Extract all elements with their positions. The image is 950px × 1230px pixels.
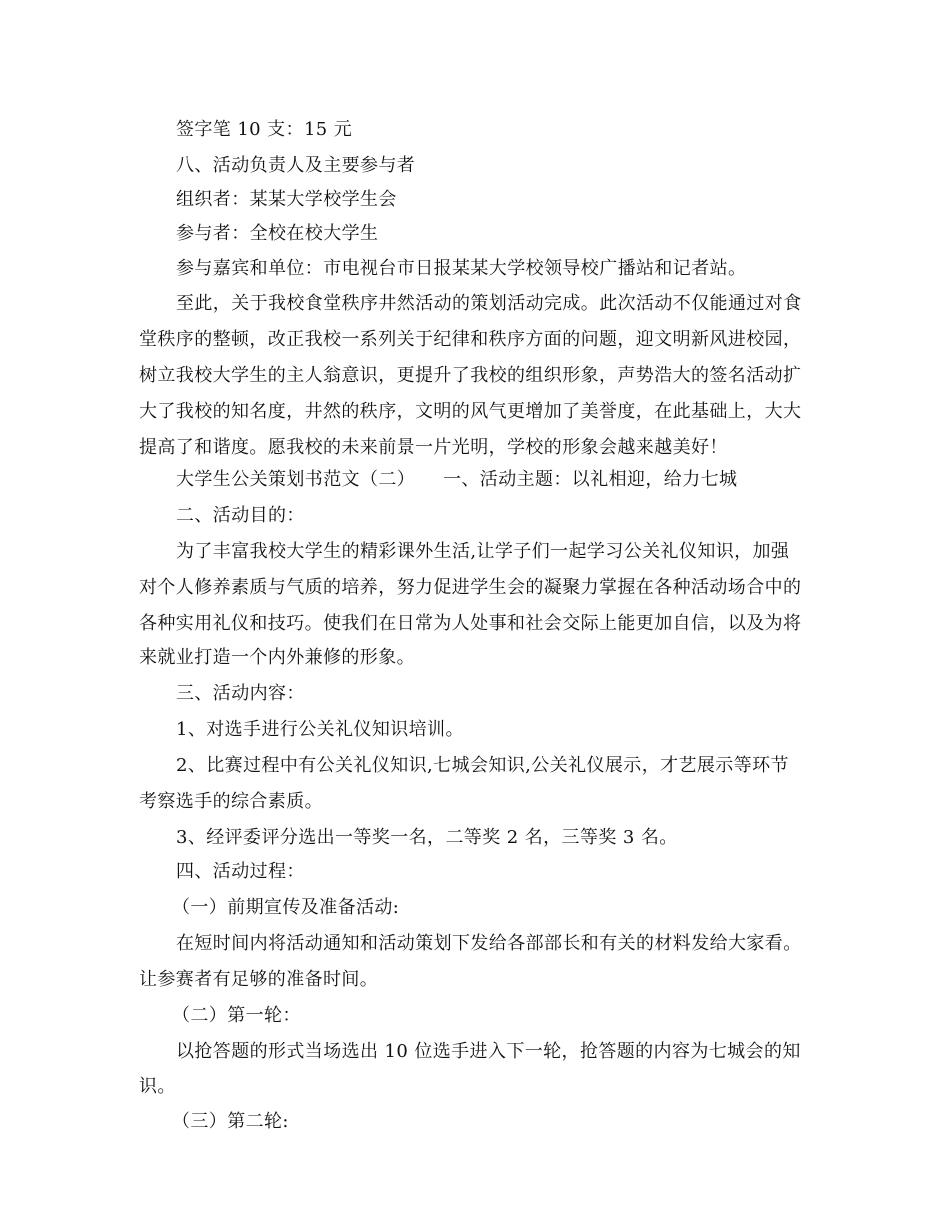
text-line: 参与者：全校在校大学生 (176, 223, 379, 244)
section-heading: 八、活动负责人及主要参与者 (176, 155, 416, 176)
paragraph-line: 为了丰富我校大学生的精彩课外生活,让学子们一起学习公关礼仪知识，加强 (176, 541, 790, 562)
paragraph-line: 以抢答题的形式当场选出 10 位选手进入下一轮，抢答题的内容为七城会的知 (176, 1041, 801, 1062)
list-item: 2、比赛过程中有公关礼仪知识,七城会知识,公关礼仪展示，才艺展示等环节 (176, 755, 789, 776)
paragraph-line: 至此，关于我校食堂秩序井然活动的策划活动完成。此次活动不仅能通过对食 (176, 293, 802, 314)
paragraph-line: 让参赛者有足够的准备时间。 (139, 969, 379, 990)
list-item: 3、经评委评分选出一等奖一名，二等奖 2 名，三等奖 3 名。 (176, 827, 678, 848)
section-heading: 二、活动目的： (176, 505, 305, 526)
paragraph-line: 提高了和谐度。愿我校的未来前景一片光明，学校的形象会越来越美好！ (139, 437, 728, 458)
section-heading: 三、活动内容： (176, 683, 305, 704)
text-line: 组织者：某某大学校学生会 (176, 189, 397, 210)
subsection-heading: （一）前期宣传及准备活动: (172, 897, 400, 918)
paragraph-line: 树立我校大学生的主人翁意识，更提升了我校的组织形象，声势浩大的签名活动扩 (139, 365, 802, 386)
paragraph-line: 堂秩序的整顿，改正我校一系列关于纪律和秩序方面的问题，迎文明新风进校园， (139, 329, 802, 350)
paragraph-line: 在短时间内将活动通知和活动策划下发给各部部长和有关的材料发给大家看。 (176, 933, 802, 954)
text-line: 参与嘉宾和单位：市电视台市日报某某大学校领导校广播站和记者站。 (176, 258, 747, 279)
subsection-heading: （二）第一轮： (172, 1005, 301, 1026)
paragraph-line: 考察选手的综合素质。 (139, 791, 323, 812)
paragraph-line: 各种实用礼仪和技巧。使我们在日常为人处事和社会交际上能更加自信，以及为将 (139, 613, 802, 634)
paragraph-line: 来就业打造一个内外兼修的形象。 (139, 647, 415, 668)
paragraph-line: 对个人修养素质与气质的培养，努力促进学生会的凝聚力掌握在各种活动场合中的 (139, 577, 802, 598)
paragraph-line: 大了我校的知名度，井然的秩序，文明的风气更增加了美誉度，在此基础上，大大 (139, 401, 802, 422)
list-item: 1、对选手进行公关礼仪知识培训。 (176, 719, 464, 740)
document-title-line: 大学生公关策划书范文（二） 一、活动主题：以礼相迎，给力七城 (176, 469, 738, 490)
text-line: 签字笔 10 支：15 元 (176, 119, 353, 140)
subsection-heading: （三）第二轮: (172, 1111, 289, 1132)
section-heading: 四、活动过程： (176, 861, 305, 882)
paragraph-line: 识。 (139, 1076, 176, 1097)
